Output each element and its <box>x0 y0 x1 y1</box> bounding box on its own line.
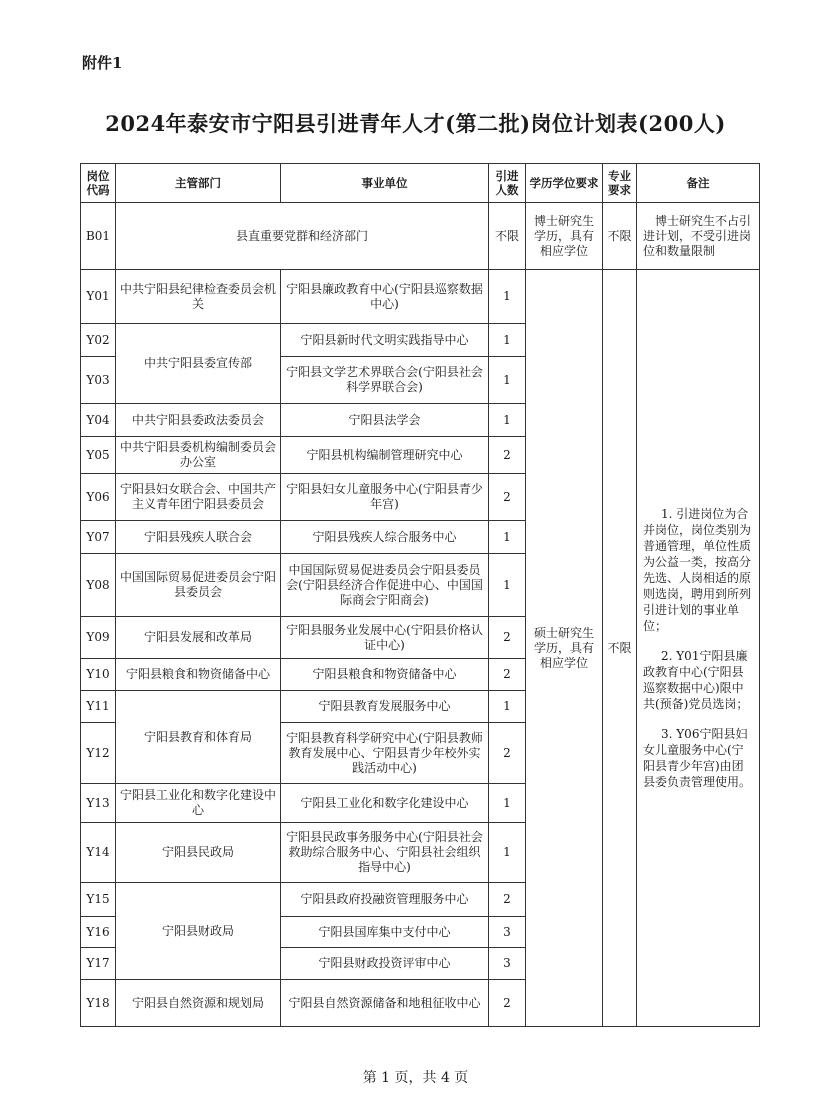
position-code: Y10 <box>81 659 116 691</box>
position-code: Y07 <box>81 521 116 554</box>
position-code: Y05 <box>81 437 116 474</box>
table-row <box>81 270 760 324</box>
dept-cell: 宁阳县残疾人联合会 <box>116 521 281 554</box>
position-code: Y02 <box>81 324 116 357</box>
position-code: Y17 <box>81 948 116 980</box>
header-remark: 备注 <box>637 164 760 203</box>
position-code: Y12 <box>81 723 116 784</box>
position-code: Y15 <box>81 883 116 917</box>
unit-cell: 宁阳县文学艺术界联合会(宁阳县社会科学界联合会) <box>281 357 489 404</box>
remark-note-3: 3. Y06宁阳县妇女儿童服务中心(宁阳县青少年宫)由团县委负责管理使用。 <box>643 727 752 789</box>
dept-cell: 宁阳县财政局 <box>116 883 281 980</box>
phd-edu-requirement: 博士研究生学历，具有相应学位 <box>526 203 603 270</box>
dept-cell: 宁阳县教育和体育局 <box>116 691 281 784</box>
position-code: Y18 <box>81 980 116 1027</box>
phd-dept-unit: 县直重要党群和经济部门 <box>116 203 489 270</box>
header-dept: 主管部门 <box>116 164 281 203</box>
position-count: 2 <box>489 617 526 659</box>
position-count: 3 <box>489 917 526 948</box>
page-footer: 第 1 页，共 4 页 <box>362 1070 469 1086</box>
remarks-cell <box>637 270 760 1027</box>
position-count: 1 <box>489 823 526 883</box>
position-count: 2 <box>489 723 526 784</box>
dept-cell: 宁阳县发展和改革局 <box>116 617 281 659</box>
unit-cell: 宁阳县国库集中支付中心 <box>281 917 489 948</box>
position-code: Y13 <box>81 784 116 823</box>
header-major: 专业要求 <box>603 164 637 203</box>
dept-cell: 中共宁阳县委机构编制委员会办公室 <box>116 437 281 474</box>
position-code: Y08 <box>81 554 116 617</box>
unit-cell: 中国国际贸易促进委员会宁阳县委员会(宁阳县经济合作促进中心、中国国际商会宁阳商会) <box>281 554 489 617</box>
unit-cell: 宁阳县教育科学研究中心(宁阳县教师教育发展中心、宁阳县青少年校外实践活动中心) <box>281 723 489 784</box>
position-count: 2 <box>489 883 526 917</box>
position-count: 1 <box>489 324 526 357</box>
header-count: 引进人数 <box>489 164 526 203</box>
unit-cell: 宁阳县廉政教育中心(宁阳县巡察数据中心) <box>281 270 489 324</box>
table-row <box>81 203 760 270</box>
unit-cell: 宁阳县妇女儿童服务中心(宁阳县青少年宫) <box>281 474 489 521</box>
position-code: Y04 <box>81 404 116 437</box>
position-count: 2 <box>489 437 526 474</box>
unit-cell: 宁阳县工业化和数字化建设中心 <box>281 784 489 823</box>
position-code: Y11 <box>81 691 116 723</box>
position-count: 1 <box>489 691 526 723</box>
position-count: 2 <box>489 659 526 691</box>
position-code: Y01 <box>81 270 116 324</box>
unit-cell: 宁阳县财政投资评审中心 <box>281 948 489 980</box>
position-count: 1 <box>489 404 526 437</box>
position-count: 2 <box>489 474 526 521</box>
master-major-requirement: 不限 <box>603 270 637 1027</box>
position-code: B01 <box>81 203 116 270</box>
position-count: 3 <box>489 948 526 980</box>
header-code: 岗位代码 <box>81 164 116 203</box>
dept-cell: 中共宁阳县纪律检查委员会机关 <box>116 270 281 324</box>
unit-cell: 宁阳县粮食和物资储备中心 <box>281 659 489 691</box>
unit-cell: 宁阳县自然资源储备和地租征收中心 <box>281 980 489 1027</box>
dept-cell: 宁阳县粮食和物资储备中心 <box>116 659 281 691</box>
remark-note-1: 1. 引进岗位为合并岗位，岗位类别为普通管理，单位性质为公益一类，按高分先选、人岗相适的原则选岗，聘用到所列引进计划的事业单位； <box>643 507 752 633</box>
page-title: 2024年泰安市宁阳县引进青年人才(第二批)岗位计划表(200人) <box>105 111 726 136</box>
phd-remark: 博士研究生不占引进计划，不受引进岗位和数量限制 <box>637 203 760 270</box>
header-row <box>81 164 760 203</box>
unit-cell: 宁阳县政府投融资管理服务中心 <box>281 883 489 917</box>
position-count: 2 <box>489 980 526 1027</box>
header-unit: 事业单位 <box>281 164 489 203</box>
position-count: 1 <box>489 521 526 554</box>
position-code: Y06 <box>81 474 116 521</box>
dept-cell: 宁阳县民政局 <box>116 823 281 883</box>
position-code: Y16 <box>81 917 116 948</box>
unit-cell: 宁阳县服务业发展中心(宁阳县价格认证中心) <box>281 617 489 659</box>
unit-cell: 宁阳县教育发展服务中心 <box>281 691 489 723</box>
dept-cell: 中共宁阳县委政法委员会 <box>116 404 281 437</box>
position-count: 不限 <box>489 203 526 270</box>
header-edu: 学历学位要求 <box>526 164 603 203</box>
unit-cell: 宁阳县法学会 <box>281 404 489 437</box>
unit-cell: 宁阳县残疾人综合服务中心 <box>281 521 489 554</box>
unit-cell: 宁阳县新时代文明实践指导中心 <box>281 324 489 357</box>
master-edu-requirement: 硕士研究生学历，具有相应学位 <box>526 270 603 1027</box>
dept-cell: 中国国际贸易促进委员会宁阳县委员会 <box>116 554 281 617</box>
unit-cell: 宁阳县民政事务服务中心(宁阳县社会救助综合服务中心、宁阳县社会组织指导中心) <box>281 823 489 883</box>
position-code: Y14 <box>81 823 116 883</box>
position-plan-table <box>80 163 760 1027</box>
position-code: Y09 <box>81 617 116 659</box>
phd-major-requirement: 不限 <box>603 203 637 270</box>
position-count: 1 <box>489 270 526 324</box>
position-count: 1 <box>489 357 526 404</box>
dept-cell: 宁阳县工业化和数字化建设中心 <box>116 784 281 823</box>
position-code: Y03 <box>81 357 116 404</box>
annex-label: 附件1 <box>82 54 123 72</box>
remark-note-2: 2. Y01宁阳县廉政教育中心(宁阳县巡察数据中心)限中共(预备)党员选岗； <box>643 649 749 711</box>
position-count: 1 <box>489 554 526 617</box>
dept-cell: 宁阳县自然资源和规划局 <box>116 980 281 1027</box>
unit-cell: 宁阳县机构编制管理研究中心 <box>281 437 489 474</box>
dept-cell: 中共宁阳县委宣传部 <box>116 324 281 404</box>
dept-cell: 宁阳县妇女联合会、中国共产主义青年团宁阳县委员会 <box>116 474 281 521</box>
position-count: 1 <box>489 784 526 823</box>
